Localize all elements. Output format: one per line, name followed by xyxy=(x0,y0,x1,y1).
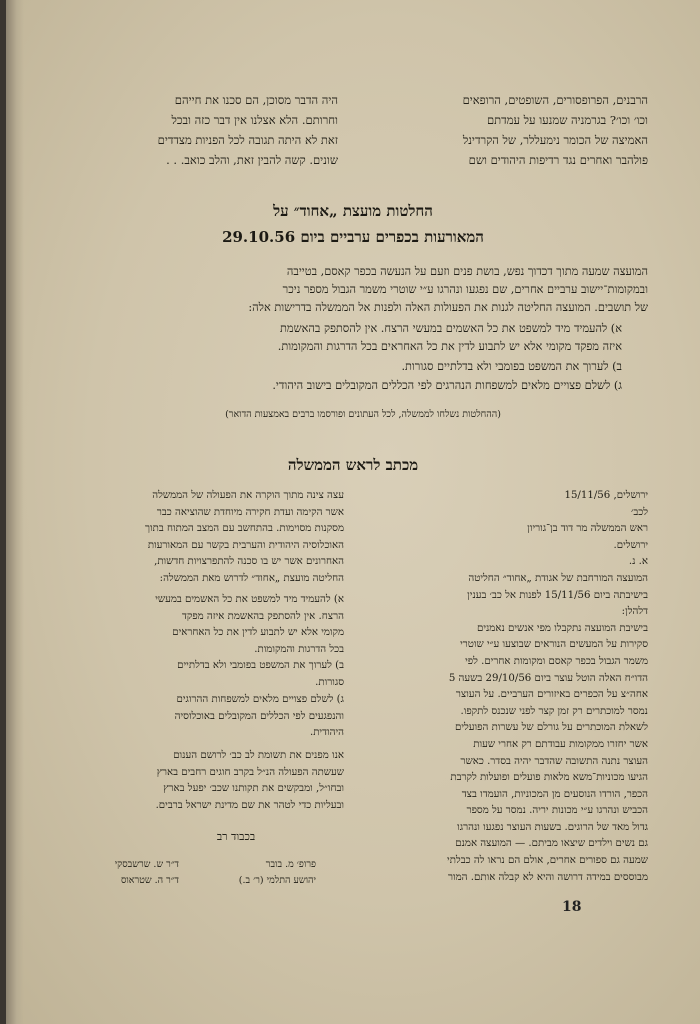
document-page xyxy=(6,0,700,1024)
signature-hatalmi: יהושע התלמי (ר׳ ב.) xyxy=(238,875,316,886)
top-paragraph-right-column: הרבנים, הפרופסורים, השופטים, הרופאים וכו׳ וכו׳? בגרמניה שמנעו על עמדתם האמיצה של הכומר נימעללר, של הקרדינל פולהבר ואחרים נגד רדיפות היהודים ושם xyxy=(462,93,648,167)
resolutions-title-line1: החלטות מועצת „אחוד״ על xyxy=(273,202,433,220)
letter-demand-b: ב) לערוך את המשפט בפומבי ולא בדלתיים סגורות. xyxy=(177,660,344,688)
letter-left-column-intro: עצה צינה מתוך הוקרה את הפעולה של הממשלה אשר הקימה ועדת חקירה מיוחדת שהוציאה כבר מסקנות מסוימות. בהתחשב עם המצב המתוח בתוך האוכלוסיה היהודית והערבית בקשר עם המאורעות האחרונים אשר יש בו סכנה להתפרצויות חדשות, החליטה מועצת „אחוד״ לדרוש מאת הממשלה: xyxy=(145,490,344,584)
signature-buber: פרופ׳ מ. בובר xyxy=(265,859,316,870)
resolutions-item-c: ג) לשלם פצויים מלאים למשפחות הנהרגים לפי הכללים המקובלים בישוב היהודי. xyxy=(272,379,622,392)
top-paragraph-left-column: היה הדבר מסוכן, הם סכנו את חייהם וחרותם. הלא אצלנו אין דבר כזה ובכל זאת לא היתה תגובה לכל הפניות מצדדים שונים. קשה להבין זאת, והלב כואב. . . xyxy=(157,93,338,167)
resolutions-item-b: ב) לערוך את המשפט בפומבי ולא בדלתיים סגורות. xyxy=(401,360,622,373)
resolutions-title-line2: המאורעות בכפרים ערביים ביום 29.10.56 xyxy=(222,228,484,246)
resolutions-item-a: א) להעמיד מיד למשפט את כל האשמים במעשי הרצח. אין להסתפק בהאשמת איזה מפקד מקומי אלא יש לתבוע לדין את כל האחראים בכל הדרגות והמקומות. xyxy=(277,322,622,353)
page-number: 18 xyxy=(562,899,582,915)
letter-closing: אנו מפנים את תשומת לב כב׳ לרושם הענום שעשתה הפעולה הנ״ל בקרב חוגים רחבים בארץ ובחו״ל, ומבקשים את תקותנו שכב׳ יפעל בארץ ובעליות כדי לטהר את שם מדינת ישראל ברבים. xyxy=(155,750,344,811)
letter-demand-c: ג) לשלם פצויים מלאים למשפחות ההרוגים והנפגעים לפי הכללים המקובלים באוכלוסיה היהודית. xyxy=(174,694,344,739)
letter-right-column: ירושלים, 15/11/56 לכב׳ ראש הממשלה מר דוד בן־גוריון ירושלים. א. נ. המועצה המורחבת של אגודת „אחוד״ החליטה בישיבתה ביום 15/11/56 לפנות אל כב׳ בענין דלהלן: בישיבת המועצה נתקבלו מפי אנשים נאמנים סקירות על המעשים הנוראים שבוצעו ע״י שוטרי משמר הגבול בכפר קאסם ומקומות אחרים. לפי הדו״ח האלה הוטל עוצר ביום 29/10/56 בשעה 5 אחה״צ על הכפרים באיזורים הערביים. על העוצר נמסר למוכתרים רק זמן קצר לפני שנכנס לתקפו. לשאלת המוכתרים על גורלם של עשרות הפועלים אשר יחזרו ממקומות עבודתם רק אחרי שעות העוצר נתנה התשובה שהדבר יהיה בסדר. כאשר הגיעו מכוניות־משא מלאות פועלים ופועלות לקרבת הכפר, הורדו הנוסעים מן המכוניות, הועמדו בצד הכביש ונהרגו ע״י מכונות יריה. נמסר על מספר גדול מאד של הרוגים. בשעות העוצר נפגעו ונהרגו גם נשים וילדים שיצאו מביתם. — המועצה אמנם שמעה גם ספורים אחרים, אולם הם נראו לה כבלתי מבוססים במידה דרושה והיא לא קבלה אותם. המור xyxy=(447,490,648,883)
letter-regards: בכבוד רב xyxy=(216,830,256,843)
letter-title: מכתב לראש הממשלה xyxy=(287,456,419,474)
signature-sharshevsky: ד״ר ש. שרשבסקי xyxy=(114,859,179,870)
signature-strauss: ד״ר ה. שטראוס xyxy=(120,875,179,886)
resolutions-intro: המועצה שמעה מתוך דכדוך נפש, בושת פנים וזעם על הנעשה בכפר קאסם, בטייבה ובמקומות־יישוב ערביים אחרים, שם נפגעו ונהרגו ע״י שוטרי משמר הגבול מספר ניכר של תושבים. המועצה החליטה לגנות את הפעולות האלה ולפנות אל הממשלה בדרישות אלה: xyxy=(248,265,648,314)
resolutions-note: (ההחלטות נשלחו לממשלה, לכל העתונים ופורסמו ברבים באמצעות הדואר) xyxy=(225,409,501,420)
book-spine xyxy=(6,0,24,1024)
letter-demand-a: א) להעמיד מיד למשפט את כל האשמים במעשי הרצח. אין להסתפק בהאשמת איזה מפקד מקומי אלא יש לתבוע לדין את כל האחראים בכל הדרגות והמקומות. xyxy=(155,594,344,655)
